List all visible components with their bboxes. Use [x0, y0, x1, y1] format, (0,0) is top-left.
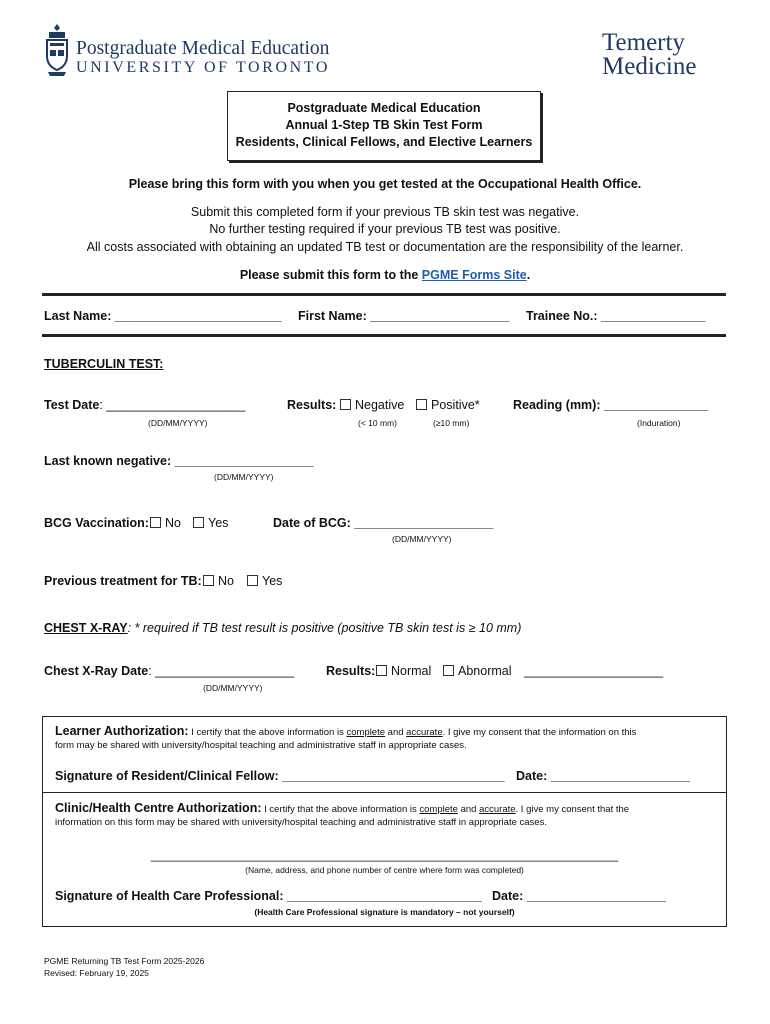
learner-auth-heading: Learner Authorization:	[55, 724, 189, 738]
hcp-signature-field[interactable]: Signature of Health Care Professional: ____________________________	[55, 889, 482, 903]
normal-label: Normal	[391, 664, 432, 678]
hcp-signature-note: (Health Care Professional signature is mandatory – not yourself)	[254, 907, 515, 917]
clinic-auth-text3: information on this form may be shared with university/hospital teaching and administrative staff in appropriate cases.	[55, 817, 547, 828]
xray-date-blank: : ____________________	[148, 664, 295, 678]
bcg-no-option[interactable]	[150, 516, 181, 530]
bcg-label: BCG Vaccination:	[44, 516, 149, 530]
xray-results-label: Results:	[326, 664, 376, 678]
clinic-authorization-box	[42, 791, 727, 927]
prev-no-checkbox[interactable]	[203, 575, 214, 586]
negative-checkbox[interactable]	[340, 399, 351, 410]
divider-identity	[42, 334, 726, 337]
chest-xray-note: : * required if TB test result is positive (positive TB skin test is ≥ 10 mm)	[127, 621, 522, 635]
prev-yes-option[interactable]	[247, 574, 282, 588]
negative-option[interactable]	[340, 398, 404, 412]
submit-prefix: Please submit this form to the	[239, 268, 422, 282]
test-date-field[interactable]	[44, 398, 245, 412]
submit-instruction	[0, 268, 770, 282]
bcg-date-hint: (DD/MM/YYYY)	[392, 534, 452, 544]
learner-authorization-box	[42, 716, 727, 793]
bcg-date-field[interactable]: Date of BCG: ____________________	[273, 516, 494, 530]
clinic-auth-heading: Clinic/Health Centre Authorization:	[55, 801, 262, 815]
first-name-field[interactable]: First Name: ____________________	[298, 309, 510, 323]
abnormal-option[interactable]	[443, 664, 512, 678]
bring-form-instruction: Please bring this form with you when you get tested at the Occupational Health Office.	[128, 177, 642, 191]
reading-hint: (Induration)	[637, 418, 681, 428]
reading-mm-field[interactable]: Reading (mm): _______________	[513, 398, 709, 412]
negative-hint: (< 10 mm)	[358, 418, 397, 428]
submit-suffix: .	[526, 268, 531, 282]
intro-line1: Submit this completed form if your previous TB skin test was negative.	[190, 205, 580, 219]
centre-details-field[interactable]: ______________________________________________________________________	[150, 848, 619, 862]
title-line1: Postgraduate Medical Education	[287, 101, 481, 115]
learner-auth-accurate: accurate	[406, 727, 443, 738]
test-date-hint: (DD/MM/YYYY)	[148, 418, 208, 428]
hcp-date-field[interactable]: Date: ____________________	[492, 889, 666, 903]
form-title-box	[227, 91, 541, 161]
normal-option[interactable]	[376, 664, 431, 678]
bcg-no-label: No	[165, 516, 181, 530]
title-line2: Annual 1-Step TB Skin Test Form	[285, 118, 483, 132]
pgme-forms-site-link[interactable]: PGME Forms Site	[421, 268, 527, 282]
positive-checkbox[interactable]	[416, 399, 427, 410]
intro-line2: No further testing required if your previous TB test was positive.	[209, 222, 561, 236]
xray-date-field[interactable]	[44, 664, 294, 678]
last-name-field[interactable]: Last Name: ________________________	[44, 309, 282, 323]
negative-label: Negative	[355, 398, 405, 412]
temerty-logo-line1: Temerty	[602, 29, 685, 56]
tuberculin-heading: TUBERCULIN TEST:	[44, 357, 164, 371]
intro-line3: All costs associated with obtaining an updated TB test or documentation are the responsibility of the learner.	[86, 240, 684, 254]
positive-label: Positive*	[431, 398, 480, 412]
temerty-logo-line2: Medicine	[602, 53, 697, 80]
learner-signature-field[interactable]: Signature of Resident/Clinical Fellow: ________________________________	[55, 769, 505, 783]
centre-details-hint: (Name, address, and phone number of centre where form was completed)	[245, 865, 524, 875]
clinic-auth-text1: I certify that the above information is	[261, 804, 420, 815]
university-crest-icon	[44, 22, 70, 78]
trainee-number-field[interactable]: Trainee No.: _______________	[526, 309, 706, 323]
last-known-negative-field[interactable]: Last known negative: ____________________	[44, 454, 314, 468]
test-date-blank: : ____________________	[99, 398, 246, 412]
prev-yes-checkbox[interactable]	[247, 575, 258, 586]
xray-date-hint: (DD/MM/YYYY)	[203, 683, 263, 693]
learner-auth-complete: complete	[346, 727, 386, 738]
clinic-auth-accurate: accurate	[479, 804, 516, 815]
positive-option[interactable]	[416, 398, 480, 412]
learner-auth-text2: . I give my consent that the information on this	[442, 727, 637, 738]
abnormal-details-field[interactable]: ____________________	[524, 664, 664, 678]
normal-checkbox[interactable]	[376, 665, 387, 676]
chest-xray-heading	[44, 621, 521, 635]
previous-treatment-label: Previous treatment for TB:	[44, 574, 202, 588]
clinic-auth-and: and	[457, 804, 480, 815]
clinic-auth-complete: complete	[419, 804, 458, 815]
test-date-label: Test Date	[44, 398, 100, 412]
positive-hint: (≥10 mm)	[433, 418, 470, 428]
bcg-yes-option[interactable]	[193, 516, 228, 530]
last-negative-hint: (DD/MM/YYYY)	[214, 472, 274, 482]
learner-date-field[interactable]: Date: ____________________	[516, 769, 690, 783]
xray-date-label: Chest X-Ray Date	[44, 664, 149, 678]
footer-form-name: PGME Returning TB Test Form 2025-2026	[44, 956, 205, 966]
bcg-yes-label: Yes	[208, 516, 229, 530]
clinic-auth-text	[55, 801, 629, 817]
abnormal-label: Abnormal	[458, 664, 512, 678]
clinic-auth-text2: . I give my consent that the	[515, 804, 630, 815]
divider-top	[42, 293, 726, 296]
chest-xray-title: CHEST X-RAY	[44, 621, 128, 635]
prev-no-option[interactable]	[203, 574, 234, 588]
bcg-yes-checkbox[interactable]	[193, 517, 204, 528]
org-name: Postgraduate Medical Education	[76, 38, 330, 59]
footer-revised: Revised: February 19, 2025	[44, 968, 149, 978]
learner-auth-text	[55, 724, 636, 740]
title-line3: Residents, Clinical Fellows, and Elective Learners	[235, 135, 533, 149]
university-name: UNIVERSITY OF TORONTO	[76, 59, 331, 76]
abnormal-checkbox[interactable]	[443, 665, 454, 676]
bcg-no-checkbox[interactable]	[150, 517, 161, 528]
learner-auth-text1: I certify that the above information is	[188, 727, 347, 738]
prev-yes-label: Yes	[262, 574, 283, 588]
learner-auth-text3: form may be shared with university/hospital teaching and administrative staff in appropriate cases.	[55, 740, 467, 751]
learner-auth-and: and	[385, 727, 407, 738]
prev-no-label: No	[218, 574, 234, 588]
results-label: Results:	[287, 398, 337, 412]
